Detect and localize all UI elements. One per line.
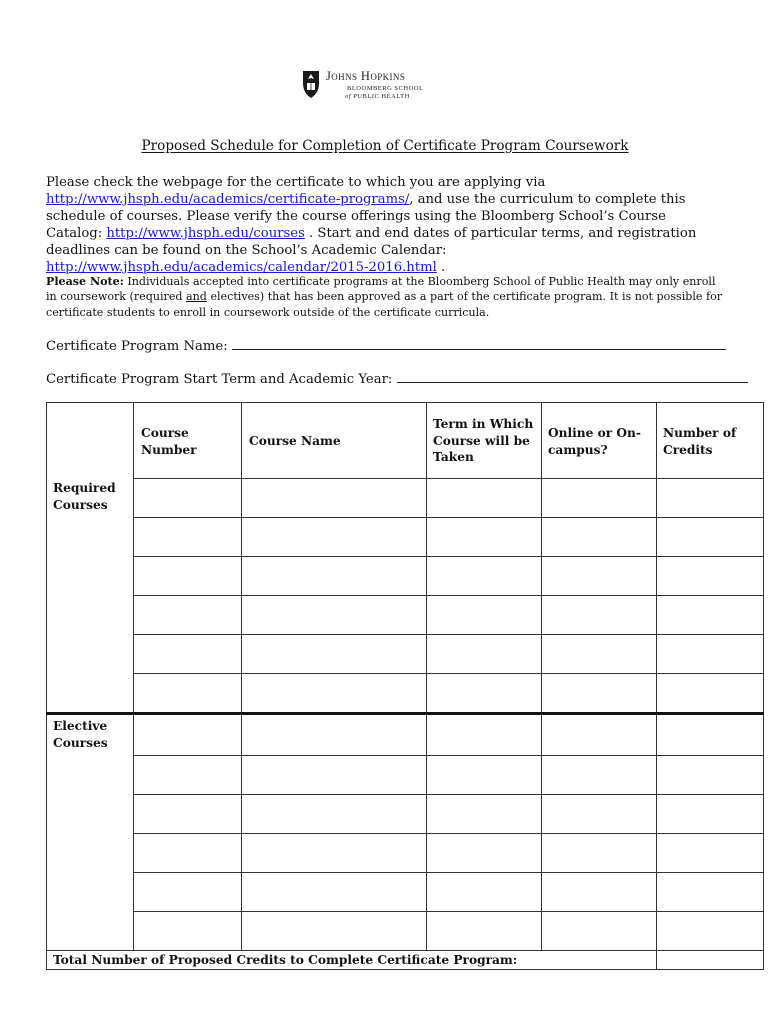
start-term-field (46, 370, 748, 387)
required-row-credits-cell[interactable] (657, 635, 763, 673)
intro-text-1: Please check the webpage for the certificate to which you are applying via (46, 175, 546, 190)
required-courses-label: Required Courses (53, 481, 116, 512)
required-row-term-cell[interactable] (427, 674, 541, 712)
shield-crest-icon (301, 69, 321, 99)
coursework-table (46, 402, 764, 970)
required-row-course-name-cell[interactable] (242, 518, 426, 556)
elective-row-course-name-cell[interactable] (242, 873, 426, 911)
start-term-input[interactable] (397, 370, 748, 383)
elective-row-delivery-cell[interactable] (542, 756, 656, 794)
logo-name: Johns Hopkins (326, 69, 406, 83)
required-row-course-number-cell[interactable] (134, 479, 241, 517)
elective-row-course-name-cell[interactable] (242, 756, 426, 794)
elective-row-course-number-cell[interactable] (134, 834, 241, 872)
academic-calendar-link[interactable]: http://www.jhsph.edu/academics/calendar/2015-2016.html (46, 260, 437, 275)
header-course-name: Course Name (249, 434, 341, 448)
elective-row-delivery-cell[interactable] (542, 795, 656, 833)
elective-row-course-number-cell[interactable] (134, 756, 241, 794)
start-term-label: Certificate Program Start Term and Academic Year: (46, 372, 393, 387)
elective-row-credits-cell[interactable] (657, 795, 763, 833)
intro-text-4: . (436, 260, 446, 275)
required-row-term-cell[interactable] (427, 596, 541, 634)
required-row-course-name-cell[interactable] (242, 557, 426, 595)
header-course-number: Course Number (141, 426, 197, 457)
elective-row-delivery-cell[interactable] (542, 912, 656, 950)
elective-row-term-cell[interactable] (427, 834, 541, 872)
header-online: Online or On-campus? (548, 426, 641, 457)
elective-row-credits-cell[interactable] (657, 834, 763, 872)
note-label: Please Note: (46, 275, 124, 288)
please-note: Please Note: Individuals accepted into certificate programs at the Bloomberg School of Public Health may only enroll in coursework (required and electives) that has been approved as a part of the certificate program. It is not possible for certificate students to enroll in coursework outside of the certificate curricula. (46, 275, 723, 319)
required-row-delivery-cell[interactable] (542, 596, 656, 634)
elective-row-delivery-cell[interactable] (542, 834, 656, 872)
required-row-term-cell[interactable] (427, 557, 541, 595)
elective-row-credits-cell[interactable] (657, 912, 763, 950)
required-row-credits-cell[interactable] (657, 596, 763, 634)
required-row-delivery-cell[interactable] (542, 635, 656, 673)
elective-row-course-number-cell[interactable] (134, 912, 241, 950)
elective-row-credits-cell[interactable] (657, 873, 763, 911)
required-row-delivery-cell[interactable] (542, 674, 656, 712)
required-row-course-name-cell[interactable] (242, 635, 426, 673)
logo-school: BLOOMBERG SCHOOL (347, 85, 424, 92)
program-name-input[interactable] (232, 337, 726, 350)
elective-row-delivery-cell[interactable] (542, 716, 656, 755)
courses-link[interactable]: http://www.jhsph.edu/courses (106, 226, 305, 241)
elective-row-course-name-cell[interactable] (242, 834, 426, 872)
required-row-course-name-cell[interactable] (242, 674, 426, 712)
elective-row-term-cell[interactable] (427, 912, 541, 950)
elective-courses-label: Elective Courses (53, 719, 108, 750)
header-credits: Number of Credits (663, 426, 737, 457)
required-row-term-cell[interactable] (427, 518, 541, 556)
required-row-credits-cell[interactable] (657, 557, 763, 595)
intro-paragraph (46, 174, 726, 276)
elective-row-credits-cell[interactable] (657, 716, 763, 755)
elective-row-course-number-cell[interactable] (134, 716, 241, 755)
total-credits-label: Total Number of Proposed Credits to Complete Certificate Program: (53, 953, 518, 967)
required-row-course-name-cell[interactable] (242, 596, 426, 634)
elective-row-term-cell[interactable] (427, 873, 541, 911)
note-and: and (186, 290, 207, 304)
program-name-label: Certificate Program Name: (46, 339, 228, 354)
elective-row-course-name-cell[interactable] (242, 912, 426, 950)
jhu-logo (301, 68, 429, 104)
elective-row-term-cell[interactable] (427, 716, 541, 755)
logo-public-health: of PUBLIC HEALTH (345, 93, 410, 100)
intro-text-3: . Start and end dates of particular terms, and registration deadlines can be found on the School’s Academic Calendar: (46, 226, 697, 258)
required-row-term-cell[interactable] (427, 479, 541, 517)
required-row-delivery-cell[interactable] (542, 557, 656, 595)
total-credits-value[interactable] (657, 951, 763, 969)
required-row-credits-cell[interactable] (657, 674, 763, 712)
elective-row-course-name-cell[interactable] (242, 795, 426, 833)
header-term: Term in Which Course will be Taken (433, 417, 534, 464)
elective-row-course-number-cell[interactable] (134, 795, 241, 833)
required-row-credits-cell[interactable] (657, 518, 763, 556)
page-title: Proposed Schedule for Completion of Certificate Program Coursework (141, 138, 629, 154)
program-name-field (46, 337, 726, 354)
required-row-course-number-cell[interactable] (134, 596, 241, 634)
elective-row-delivery-cell[interactable] (542, 873, 656, 911)
elective-row-term-cell[interactable] (427, 756, 541, 794)
required-row-term-cell[interactable] (427, 635, 541, 673)
required-row-course-name-cell[interactable] (242, 479, 426, 517)
elective-row-course-number-cell[interactable] (134, 873, 241, 911)
intro-text-2: , and use the curriculum to complete this schedule of courses. Please verify the course offerings using the Bloomberg School’s Course Catalog: (46, 192, 686, 241)
elective-row-term-cell[interactable] (427, 795, 541, 833)
elective-row-course-name-cell[interactable] (242, 716, 426, 755)
required-row-course-number-cell[interactable] (134, 674, 241, 712)
required-row-course-number-cell[interactable] (134, 518, 241, 556)
required-row-credits-cell[interactable] (657, 479, 763, 517)
required-row-delivery-cell[interactable] (542, 479, 656, 517)
required-row-course-number-cell[interactable] (134, 557, 241, 595)
required-row-course-number-cell[interactable] (134, 635, 241, 673)
required-row-delivery-cell[interactable] (542, 518, 656, 556)
elective-row-credits-cell[interactable] (657, 756, 763, 794)
certificate-programs-link[interactable]: http://www.jhsph.edu/academics/certificate-programs/ (46, 192, 410, 207)
